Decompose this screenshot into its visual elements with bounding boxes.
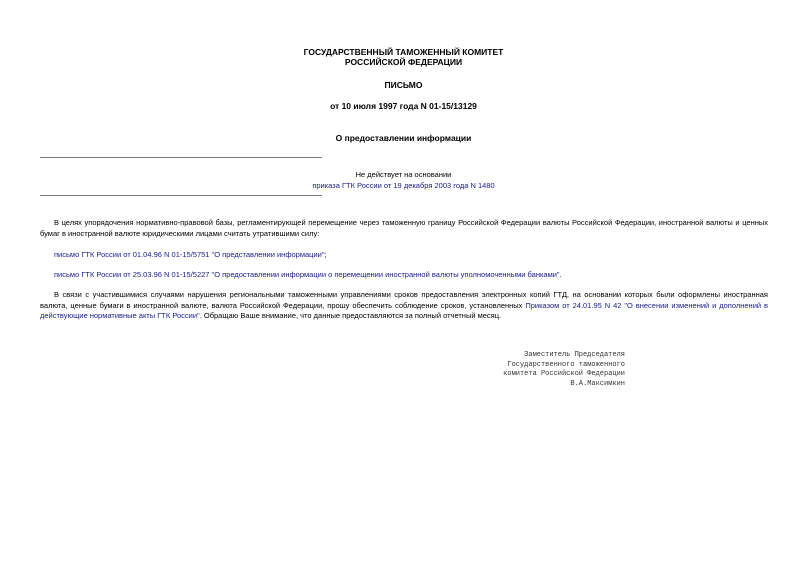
document-date-number: от 10 июля 1997 года N 01-15/13129 [330, 101, 477, 111]
list-item-tail: ; [324, 250, 327, 259]
signature-line: Заместитель Председателя [524, 351, 625, 359]
list-item-tail: . [559, 270, 562, 279]
signature-name: В.А.Максимкин [570, 379, 625, 388]
signature-line: комитета Российской Федерации [503, 370, 625, 378]
list-item [40, 270, 768, 281]
list-item [40, 250, 768, 261]
paragraph-text: . Обращаю Ваше внимание, что данные предоставляются за полный отчетный месяц. [199, 311, 502, 320]
status-text: Не действует на основании [355, 170, 452, 179]
divider-top [40, 157, 322, 158]
repeal-order-link[interactable]: приказа ГТК России от 19 декабря 2003 года N 1480 [312, 181, 495, 190]
authority-line-2: РОССИЙСКОЙ ФЕДЕРАЦИИ [344, 57, 463, 67]
signature-line: Государственного таможенного [507, 360, 625, 369]
status-link-line [0, 181, 807, 191]
authority-line-1: ГОСУДАРСТВЕННЫЙ ТАМОЖЕННЫЙ КОМИТЕТ [303, 47, 504, 57]
letter-link-1[interactable]: письмо ГТК России от 01.04.96 N 01-15/5751 "О представлении информации" [54, 250, 325, 259]
divider-bottom [40, 195, 322, 196]
paragraph-text: В связи с участившимися случаями нарушения региональными таможенными управлениями сроков предоставления электронных копий ГТД, на основании которых были оформлены иностранная валюта, ценные бумаги в иностранной валюте, валюта Российской Федерации, прошу обеспечить соблюдение сроков, установленных [40, 290, 768, 310]
document-type: ПИСЬМО [384, 80, 423, 90]
document-subject: О предоставлении информации [335, 133, 472, 143]
signature-block [470, 351, 625, 389]
letter-link-2[interactable]: письмо ГТК России от 25.03.96 N 01-15/5227 "О предоставлении информации о перемещении иностранной валюты уполномоченными банками" [54, 270, 560, 279]
order-42-link[interactable]: Приказом от 24.01.95 N 42 "О внесении изменений и дополнений в действующие нормативные акты ГТК России" [40, 300, 768, 320]
paragraph-intro: В целях упорядочения нормативно-правовой базы, регламентирующей перемещение через таможенную границу Российской Федерации валюты Российской Федерации, иностранной валюты и ценных бумаг в иностранной валюте юридическими лицами считать утратившими силу: [40, 218, 768, 238]
paragraph-deadlines [40, 290, 768, 322]
